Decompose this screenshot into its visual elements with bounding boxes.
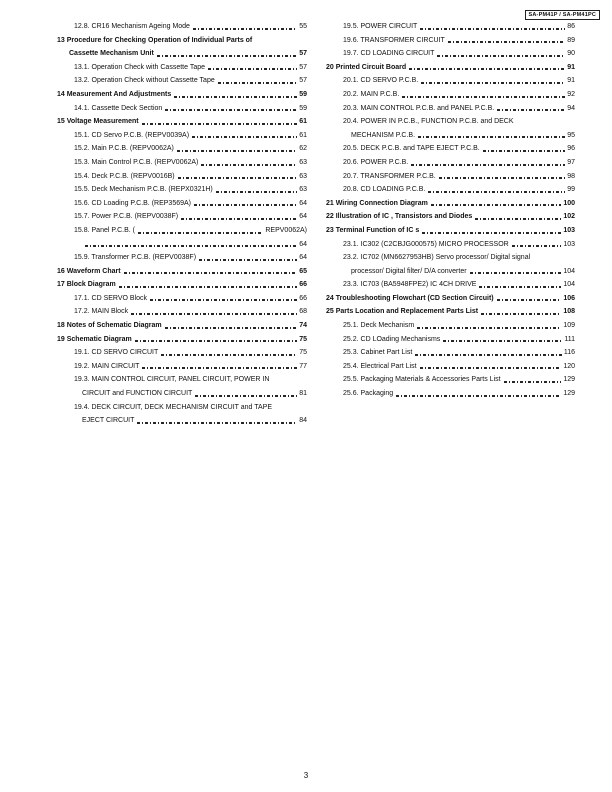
dot-leader [479, 286, 561, 288]
toc-entry-page: 64 [299, 199, 307, 207]
toc-entry-title: 25.1. Deck Mechanism [343, 322, 415, 330]
toc-entry-page: 65 [299, 267, 307, 275]
dot-leader [431, 204, 561, 206]
toc-entry-title: 12.8. CR16 Mechanism Ageing Mode [74, 23, 190, 30]
toc-entry-title: 13.2. Operation Check without Cassette Tape [74, 77, 215, 85]
toc-entry-title: 25 Parts Location and Replacement Parts List [326, 308, 479, 316]
toc-entry-page: 57 [299, 77, 307, 85]
toc-entry-title: 20.8. CD LOADING P.C.B. [343, 186, 426, 194]
toc-entry-title: 15.9. Transformer P.C.B. (REPV0038F) [74, 254, 197, 262]
toc-entry-page: 91 [567, 63, 575, 71]
toc-entry-page: 104 [563, 281, 575, 289]
toc-entry[interactable] [57, 333, 307, 347]
toc-entry[interactable] [326, 305, 575, 319]
toc-entry-page: 66 [299, 294, 307, 302]
toc-entry-title: 20.5. DECK P.C.B. and TAPE EJECT P.C.B. [343, 145, 480, 153]
toc-entry-page: 75 [299, 349, 307, 357]
dot-leader [422, 232, 561, 234]
dot-leader [421, 82, 565, 84]
toc-heading-line[interactable]: 20.4. POWER IN P.C.B., FUNCTION P.C.B. and DECK [343, 118, 514, 126]
dot-leader [177, 150, 297, 152]
toc-entry-page: 62 [299, 145, 307, 153]
toc-entry[interactable] [326, 88, 575, 102]
toc-entry-title: 19 Schematic Diagram [57, 335, 132, 343]
toc-entry-page: 100 [563, 199, 575, 207]
dot-leader [420, 28, 565, 30]
toc-entry-title: 17.1. CD SERVO Block [74, 294, 148, 302]
toc-entry[interactable] [326, 360, 575, 374]
toc-entry[interactable] [326, 292, 575, 306]
toc-entry-page: 63 [299, 158, 307, 166]
toc-entry-page: 86 [567, 23, 575, 30]
toc-entry-page: 129 [563, 390, 575, 398]
toc-entry-page: 96 [567, 145, 575, 153]
dot-leader [137, 422, 297, 424]
toc-entry[interactable] [57, 305, 307, 319]
toc-entry-page: 63 [299, 186, 307, 194]
dot-leader [161, 354, 297, 356]
toc-entry[interactable] [326, 129, 575, 143]
dot-leader [396, 395, 561, 397]
dot-leader [448, 41, 565, 43]
toc-entry-page: 99 [567, 186, 575, 194]
toc-entry-title: 15.3. Main Control P.C.B. (REPV0062A) [74, 158, 199, 166]
toc-entry[interactable] [326, 197, 575, 211]
toc-entry-title: 14.1. Cassette Deck Section [74, 104, 163, 112]
dot-leader [150, 299, 297, 301]
toc-entry-title: 15.7. Power P.C.B. (REPV0038F) [74, 213, 179, 221]
toc-entry[interactable] [57, 88, 307, 102]
toc-entry[interactable] [57, 251, 307, 265]
toc-entry[interactable] [57, 129, 307, 143]
dot-leader [216, 191, 297, 193]
toc-heading-line[interactable]: 13 Procedure for Checking Operation of Individual Parts of [57, 36, 253, 44]
toc-entry-title: 25.5. Packaging Materials & Accessories Parts List [343, 376, 501, 384]
toc-entry[interactable] [326, 224, 575, 238]
toc-entry-title: EJECT CIRCUIT [82, 417, 135, 425]
toc-entry-page: 103 [563, 226, 575, 234]
toc-entry-page: REPV0062A) [265, 226, 307, 234]
toc-entry-title: 19.1. CD SERVO CIRCUIT [74, 349, 159, 357]
dot-leader [437, 55, 565, 57]
dot-leader [415, 354, 562, 356]
dot-leader [174, 96, 297, 98]
toc-entry-title: 20.6. POWER P.C.B. [343, 158, 409, 166]
toc-entry[interactable] [326, 265, 575, 279]
toc-entry[interactable] [57, 61, 307, 75]
toc-entry-page: 104 [563, 267, 575, 275]
toc-entry[interactable] [326, 156, 575, 170]
toc-entry[interactable] [57, 210, 307, 224]
dot-leader [178, 177, 298, 179]
toc-entry-title: 20.2. MAIN P.C.B. [343, 90, 400, 98]
toc-entry-page: 64 [299, 213, 307, 221]
toc-entry[interactable] [326, 142, 575, 156]
toc-entry-title: 25.4. Electrical Part List [343, 362, 417, 370]
dot-leader [181, 218, 297, 220]
toc-entry-title: 18 Notes of Schematic Diagram [57, 322, 162, 330]
page-number: 3 [303, 771, 309, 780]
toc-entry[interactable] [326, 238, 575, 252]
toc-entry-title: 13.1. Operation Check with Cassette Tape [74, 63, 206, 71]
toc-heading-line[interactable]: 19.4. DECK CIRCUIT, DECK MECHANISM CIRCUIT and TAPE [74, 403, 272, 411]
toc-entry-page: 108 [563, 308, 575, 316]
toc-entry-title: 15 Voltage Measurement [57, 118, 139, 126]
dot-leader [142, 367, 297, 369]
toc-entry[interactable] [57, 156, 307, 170]
toc-entry[interactable] [57, 20, 307, 34]
toc-entry-title: 17.2. MAIN Block [74, 308, 129, 316]
toc-entry-title: 15.8. Panel P.C.B. ( [74, 226, 135, 234]
dot-leader [131, 313, 297, 315]
toc-entry-title: 15.1. CD Servo P.C.B. (REPV0039A) [74, 131, 190, 139]
toc-entry-title: 23 Terminal Function of IC s [326, 226, 420, 234]
toc-entry[interactable] [326, 373, 575, 387]
toc-entry-title: 15.6. CD Loading P.C.B. (REP3569A) [74, 199, 191, 207]
toc-entry-title: 20.7. TRANSFORMER P.C.B. [343, 172, 436, 180]
dot-leader [483, 150, 566, 152]
toc-entry-page: 61 [299, 118, 307, 126]
toc-heading-line[interactable]: 23.2. IC702 (MN6627953HB) Servo processor/ Digital signal [343, 254, 531, 262]
toc-entry[interactable] [57, 197, 307, 211]
dot-leader [470, 272, 562, 274]
toc-entry[interactable] [326, 170, 575, 184]
toc-entry-page: 57 [299, 50, 307, 58]
toc-entry[interactable] [57, 74, 307, 88]
toc-entry[interactable] [326, 183, 575, 197]
dot-leader [124, 272, 298, 274]
dot-leader [165, 327, 298, 329]
toc-entry-title: 19.6. TRANSFORMER CIRCUIT [343, 36, 445, 44]
toc-entry-page: 129 [563, 376, 575, 384]
toc-entry-title: 19.5. POWER CIRCUIT [343, 23, 418, 30]
toc-entry[interactable] [57, 319, 307, 333]
toc-entry-title: 23.3. IC703 (BA5948FPE2) IC 4CH DRIVE [343, 281, 477, 289]
toc-entry-title: 21 Wiring Connection Diagram [326, 199, 428, 207]
toc-entry-page: 103 [563, 240, 575, 248]
dot-leader [420, 367, 562, 369]
dot-leader [192, 136, 297, 138]
dot-leader [119, 286, 297, 288]
toc-entry-title: CIRCUIT and FUNCTION CIRCUIT [82, 390, 193, 398]
toc-heading-line[interactable]: 19.3. MAIN CONTROL CIRCUIT, PANEL CIRCUIT, POWER IN [74, 376, 270, 384]
toc-entry-page: 94 [567, 104, 575, 112]
dot-leader [194, 204, 297, 206]
dot-leader [409, 68, 565, 70]
dot-leader [142, 123, 298, 125]
toc-entry-page: 111 [564, 335, 575, 343]
toc-entry[interactable] [326, 333, 575, 347]
toc-entry[interactable] [57, 346, 307, 360]
toc-entry-page: 63 [299, 172, 307, 180]
toc-entry-title: 24 Troubleshooting Flowchart (CD Section Circuit) [326, 294, 494, 302]
toc-entry-title: MECHANISM P.C.B. [351, 131, 416, 139]
toc-entry[interactable] [326, 387, 575, 401]
toc-left-column [57, 20, 307, 428]
dot-leader [443, 340, 562, 342]
toc-entry-page: 57 [299, 63, 307, 71]
dot-leader [481, 313, 561, 315]
dot-leader [208, 68, 297, 70]
dot-leader [428, 191, 565, 193]
toc-entry-page: 102 [563, 213, 575, 221]
toc-entry[interactable] [326, 47, 575, 61]
toc-entry-title: 25.6. Packaging [343, 390, 394, 398]
toc-entry-title: 16 Waveform Chart [57, 267, 121, 275]
dot-leader [135, 340, 298, 342]
toc-entry-title: 25.3. Cabinet Part List [343, 349, 413, 357]
toc-entry[interactable] [57, 414, 307, 428]
toc-entry[interactable] [326, 74, 575, 88]
toc-entry-page: 66 [299, 281, 307, 289]
toc-entry-title: 19.7. CD LOADING CIRCUIT [343, 50, 435, 58]
toc-entry-page: 109 [563, 322, 575, 330]
toc-entry[interactable] [57, 278, 307, 292]
toc-entry-page: 77 [299, 362, 307, 370]
toc-entry-page: 59 [299, 104, 307, 112]
toc-entry-title: 23.1. IC302 (C2CBJG000575) MICRO PROCESSOR [343, 240, 509, 248]
dot-leader [411, 164, 565, 166]
toc-entry-title: 14 Measurement And Adjustments [57, 90, 172, 98]
dot-leader [417, 327, 561, 329]
toc-entry[interactable] [57, 115, 307, 129]
toc-entry[interactable] [326, 210, 575, 224]
toc-entry[interactable] [326, 278, 575, 292]
dot-leader [402, 96, 565, 98]
toc-entry[interactable] [57, 292, 307, 306]
toc-entry-title: 20.3. MAIN CONTROL P.C.B. and PANEL P.C.B. [343, 104, 495, 112]
toc-entry-title: 17 Block Diagram [57, 281, 116, 289]
toc-entry-page: 81 [299, 390, 307, 398]
toc-entry-page: 68 [299, 308, 307, 316]
toc-entry-page: 97 [567, 158, 575, 166]
dot-leader [195, 395, 297, 397]
dot-leader [218, 82, 297, 84]
toc-entry-title: 15.5. Deck Mechanism P.C.B. (REPX0321H) [74, 186, 213, 194]
toc-entry[interactable] [57, 102, 307, 116]
toc-entry-page: 61 [299, 131, 307, 139]
toc-entry[interactable] [57, 170, 307, 184]
toc-entry-page: 55 [299, 23, 307, 30]
toc-entry-title: 20 Printed Circuit Board [326, 63, 407, 71]
dot-leader [475, 218, 561, 220]
toc-entry-page: 75 [299, 335, 307, 343]
toc-entry-page: 74 [299, 322, 307, 330]
dot-leader [138, 232, 263, 234]
toc-entry[interactable] [326, 61, 575, 75]
toc-entry[interactable] [57, 183, 307, 197]
toc-entry-page: 64 [299, 240, 307, 248]
toc-entry[interactable] [57, 224, 307, 238]
toc-entry-title: 19.2. MAIN CIRCUIT [74, 362, 140, 370]
toc-entry[interactable] [57, 265, 307, 279]
toc-entry-page: 84 [299, 417, 307, 425]
toc-entry[interactable] [326, 34, 575, 48]
toc-entry[interactable] [57, 387, 307, 401]
dot-leader [157, 55, 297, 57]
toc-entry-title: processor/ Digital filter/ D/A converter [351, 267, 467, 275]
dot-leader [504, 381, 562, 383]
toc-entry-page: 91 [567, 77, 575, 85]
dot-leader [201, 164, 297, 166]
dot-leader [165, 109, 297, 111]
toc-entry-title: 15.4. Deck P.C.B. (REPV0016B) [74, 172, 175, 180]
toc-entry-page: 98 [567, 172, 575, 180]
dot-leader [439, 177, 565, 179]
toc-entry[interactable] [57, 142, 307, 156]
toc-entry-title: Cassette Mechanism Unit [69, 50, 154, 58]
toc-entry[interactable] [326, 20, 575, 34]
toc-entry-title: 25.2. CD LOading Mechanisms [343, 335, 441, 343]
dot-leader [193, 28, 297, 30]
toc-entry[interactable] [326, 319, 575, 333]
dot-leader [85, 245, 297, 247]
toc-entry-title: 15.2. Main P.C.B. (REPV0062A) [74, 145, 174, 153]
toc-entry[interactable] [57, 47, 307, 61]
toc-entry-page: 106 [563, 294, 575, 302]
dot-leader [497, 299, 562, 301]
dot-leader [512, 245, 562, 247]
dot-leader [497, 109, 565, 111]
dot-leader [418, 136, 565, 138]
toc-entry[interactable] [57, 360, 307, 374]
toc-entry-page: 92 [567, 90, 575, 98]
toc-entry[interactable] [326, 102, 575, 116]
toc-entry-page: 116 [563, 349, 575, 357]
toc-entry[interactable] [326, 346, 575, 360]
toc-entry-page: 120 [563, 362, 575, 370]
toc-entry-page: 59 [299, 90, 307, 98]
toc-entry-page: 90 [567, 50, 575, 58]
toc-entry-page: 89 [567, 36, 575, 44]
dot-leader [199, 259, 297, 261]
toc-entry-page: 95 [567, 131, 575, 139]
toc-entry-title: 20.1. CD SERVO P.C.B. [343, 77, 419, 85]
toc-entry-page: 64 [299, 254, 307, 262]
toc-entry[interactable] [57, 238, 307, 252]
model-badge: SA-PM41P / SA-PM41PC [525, 10, 600, 20]
toc-right-column [326, 20, 575, 401]
toc-entry-title: 22 Illustration of IC , Transistors and Diodes [326, 213, 473, 221]
